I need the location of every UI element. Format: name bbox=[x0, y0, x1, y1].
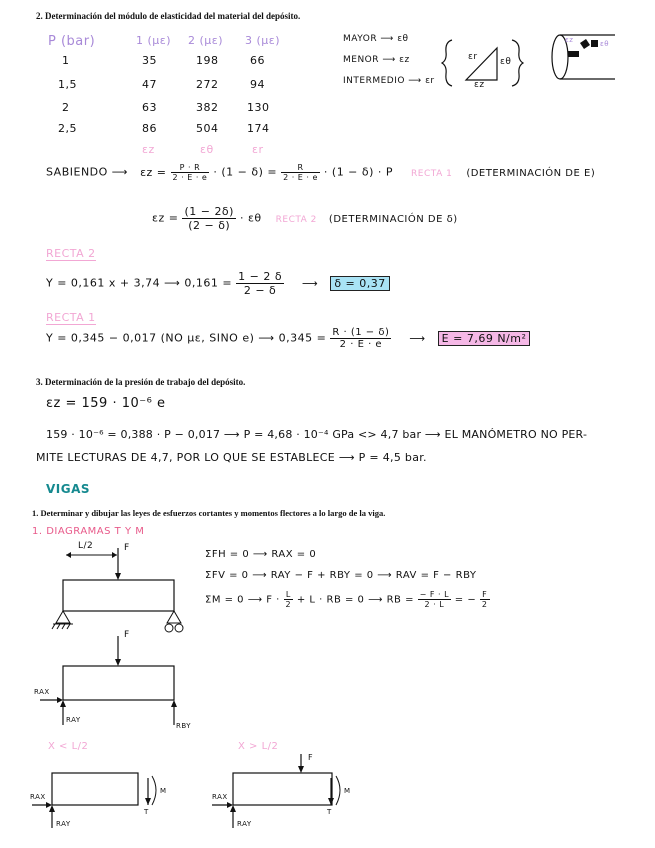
fraction: $\frac{R \cdot (1 - \delta)}{2 \cdot E \cdot e}$ bbox=[332, 327, 390, 350]
recta2-tag: RECTA 2 bbox=[275, 214, 317, 225]
e-result: E = 7,69 N/m² bbox=[438, 331, 531, 346]
section3-line1: εz = 159 · 10⁻⁶ e bbox=[46, 396, 166, 411]
table-footer: εr bbox=[252, 143, 264, 156]
fraction: $\frac{P \cdot R}{2 \cdot E \cdot e}$ bbox=[172, 163, 208, 182]
section2-heading: 2. Determinación del módulo de elasticidad del material del depósito. bbox=[36, 11, 301, 21]
rax-label: RAX bbox=[34, 688, 50, 696]
table-cell: 382 bbox=[196, 101, 219, 114]
sabiendo-label: SABIENDO ⟶ bbox=[46, 165, 129, 179]
lhs2: εz = bbox=[152, 211, 179, 225]
fraction: $\frac{(1 - 2\delta)}{(2 - \delta)}$ bbox=[184, 205, 234, 232]
recta1-title: RECTA 1 bbox=[46, 311, 96, 324]
recta1-tag: RECTA 1 bbox=[411, 168, 453, 179]
table-cell: 86 bbox=[142, 122, 157, 135]
section3-line3: MITE LECTURAS DE 4,7, POR LO QUE SE ESTABLECE ⟶ P = 4,5 bar. bbox=[36, 451, 427, 464]
case2-label: X > L/2 bbox=[238, 741, 279, 752]
table-cell: 66 bbox=[250, 54, 265, 67]
section-rect-1 bbox=[52, 773, 138, 805]
legend-mayor: MAYOR ⟶ εθ bbox=[343, 34, 409, 44]
table-header-p: P (bar) bbox=[48, 34, 96, 49]
recta2-arrow: ⟶ bbox=[302, 276, 319, 290]
moment-label: M bbox=[160, 787, 167, 795]
equilibrium-eq1: ΣFH = 0 ⟶ RAX = 0 bbox=[205, 549, 317, 560]
legend-intermedio: INTERMEDIO ⟶ εr bbox=[343, 76, 435, 86]
table-footer: εθ bbox=[200, 143, 214, 156]
note-determinacion-delta: (DETERMINACIÓN DE δ) bbox=[328, 213, 458, 225]
fraction: $\frac{R}{2 \cdot E \cdot e}$ bbox=[283, 163, 318, 182]
moment-arc-icon bbox=[336, 776, 340, 805]
ray-label: RAY bbox=[56, 820, 71, 828]
triangle-label-side: εθ bbox=[500, 57, 512, 67]
rax-label: RAX bbox=[212, 793, 228, 801]
ray-label: RAY bbox=[237, 820, 252, 828]
triangle-label-base: εz bbox=[474, 80, 485, 90]
moment-arc-icon bbox=[152, 776, 156, 805]
legend-menor: MENOR ⟶ εz bbox=[343, 55, 410, 65]
rby-label: RBY bbox=[176, 722, 192, 730]
ray-label: RAY bbox=[66, 716, 81, 724]
cylinder-label-eth: εθ bbox=[600, 40, 610, 48]
fraction: $\frac{1 - 2 \delta}{2 - \delta}$ bbox=[238, 270, 283, 297]
table-cell: 1 bbox=[62, 54, 70, 67]
sabiendo-tail: · (1 − δ) = bbox=[213, 165, 278, 179]
table-header-2: 2 (με) bbox=[188, 34, 224, 47]
section-rect-2 bbox=[233, 773, 332, 805]
shear-label: T bbox=[144, 808, 149, 816]
cylinder-label-ez: εz bbox=[565, 36, 574, 44]
recta2-title: RECTA 2 bbox=[46, 247, 96, 260]
table-cell: 47 bbox=[142, 78, 157, 91]
recta2-eq: Y = 0,161 x + 3,74 ⟶ 0,161 = bbox=[46, 276, 233, 290]
roller-support-icon bbox=[165, 611, 183, 632]
section3-line2: 159 · 10⁻⁶ = 0,388 · P − 0,017 ⟶ P = 4,68 · 10⁻⁴ GPa <> 4,7 bar ⟶ EL MANÓMETRO NO PER- bbox=[46, 428, 588, 441]
recta1-arrow: ⟶ bbox=[409, 331, 426, 345]
table-cell: 130 bbox=[247, 101, 270, 114]
force-label: F bbox=[308, 753, 314, 762]
case1-label: X < L/2 bbox=[48, 741, 89, 752]
table-cell: 198 bbox=[196, 54, 219, 67]
l-half-label: L/2 bbox=[78, 541, 94, 551]
table-cell: 1,5 bbox=[58, 78, 77, 91]
table-cell: 35 bbox=[142, 54, 157, 67]
moment-label: M bbox=[344, 787, 351, 795]
table-cell: 504 bbox=[196, 122, 219, 135]
sabiendo-lhs: εz = bbox=[140, 165, 167, 179]
table-header-3: 3 (με) bbox=[245, 34, 281, 47]
section3-heading: 3. Determinación de la presión de trabajo del depósito. bbox=[36, 377, 246, 387]
force-label: F bbox=[124, 543, 130, 553]
table-footer: εz bbox=[142, 143, 155, 156]
triangle-label-hyp: εr bbox=[468, 52, 478, 62]
table-cell: 2 bbox=[62, 101, 70, 114]
table-cell: 2,5 bbox=[58, 122, 77, 135]
recta1-eq: Y = 0,345 − 0,017 (NO με, SINO e) ⟶ 0,345 = bbox=[46, 331, 327, 345]
beam-rect bbox=[63, 580, 174, 611]
sabiendo-tail2: · (1 − δ) · P bbox=[323, 165, 394, 179]
rax-label: RAX bbox=[30, 793, 46, 801]
table-cell: 63 bbox=[142, 101, 157, 114]
note-determinacion-e: (DETERMINACIÓN DE E) bbox=[466, 167, 596, 179]
table-header-1: 1 (με) bbox=[136, 34, 172, 47]
force-label: F bbox=[124, 630, 130, 640]
table-cell: 174 bbox=[247, 122, 270, 135]
delta-result: δ = 0,37 bbox=[330, 276, 389, 291]
fbd-beam-rect bbox=[63, 666, 174, 700]
table-cell: 94 bbox=[250, 78, 265, 91]
vigas-heading: 1. Determinar y dibujar las leyes de esfuerzos cortantes y momentos flectores a lo largo de la viga. bbox=[32, 508, 386, 518]
table-cell: 272 bbox=[196, 78, 219, 91]
vigas-title: VIGAS bbox=[46, 482, 91, 496]
f3-tail: · εθ bbox=[239, 211, 262, 225]
shear-label: T bbox=[327, 808, 332, 816]
equilibrium-eq2: ΣFV = 0 ⟶ RAY − F + RBY = 0 ⟶ RAV = F − RBY bbox=[205, 570, 477, 581]
diagramas-title: 1. DIAGRAMAS T Y M bbox=[32, 526, 145, 537]
pin-support-icon bbox=[52, 611, 73, 629]
equilibrium-eq3: ΣM = 0 ⟶ F · $\frac{L}{2}$ + L · RB = 0 ⟶ RB = $\frac{- F \cdot L}{2 \cdot L}$ = − $\frac{F}{2}$ bbox=[205, 590, 488, 609]
